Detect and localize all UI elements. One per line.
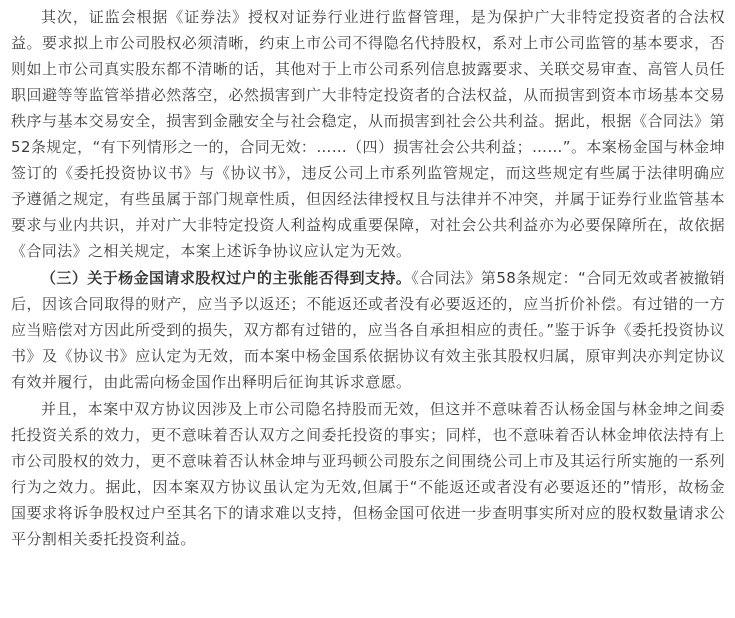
paragraph-2 xyxy=(11,265,725,395)
document-body xyxy=(11,4,725,553)
paragraph-2-text: 《合同法》第58条规定：“合同无效或者被撤销后，因该合同取得的财产，应当予以返还；不能返还或者没有必要返还的，应当折价补偿。有过错的一方应当赔偿对方因此所受到的损失，双方都有过错的，应当各自承担相应的责任。”鉴于诉争《委托投资协议书》及《协议书》应认定为无效，而本案中杨金国系依据协议有效主张其股权归属，原审判决亦判定协议有效并履行，由此需向杨金国作出释明后征询其诉求意愿。 xyxy=(11,269,725,391)
paragraph-3-text: 并且，本案中双方协议因涉及上市公司隐名持股而无效，但这并不意味着否认杨金国与林金坤之间委托投资关系的效力，更不意味着否认双方之间委托投资的事实；同样，也不意味着否认林金坤依法持有上市公司股权的效力，更不意味着否认林金坤与亚玛顿公司股东之间围绕公司上市及其运行所实施的一系列行为之效力。据此，因本案双方协议虽认定为无效,但属于“不能返还或者没有必要返还的”情形，故杨金国要求将诉争股权过户至其名下的请求难以支持，但杨金国可依进一步查明事实所对应的股权数量请求公平分割相关委托投资利益。 xyxy=(11,400,725,548)
paragraph-3 xyxy=(11,396,725,552)
section-heading-3: （三）关于杨金国请求股权过户的主张能否得到支持。 xyxy=(41,269,412,287)
paragraph-1-text: 其次，证监会根据《证券法》授权对证券行业进行监督管理，是为保护广大非特定投资者的合法权益。要求拟上市公司股权必须清晰，约束上市公司不得隐名代持股权，系对上市公司监管的基本要求，否则如上市公司真实股东都不清晰的话，其他对于上市公司系列信息披露要求、关联交易审查、高管人员任职回避等等监管举措必然落空，必然损害到广大非特定投资者的合法权益，从而损害到资本市场基本交易秩序与基本交易安全，损害到金融安全与社会稳定，从而损害到社会公共利益。据此，根据《合同法》第52条规定，“有下列情形之一的，合同无效：……（四）损害社会公共利益；……”。本案杨金国与林金坤签订的《委托投资协议书》与《协议书》，违反公司上市系列监管规定，而这些规定有些属于法律明确应予遵循之规定，有些虽属于部门规章性质，但因经法律授权且与法律并不冲突，并属于证券行业监管基本要求与业内共识，并对广大非特定投资人利益构成重要保障，对社会公共利益亦为必要保障所在，故依据《合同法》之相关规定，本案上述诉争协议应认定为无效。 xyxy=(11,8,725,260)
paragraph-1 xyxy=(11,4,725,264)
